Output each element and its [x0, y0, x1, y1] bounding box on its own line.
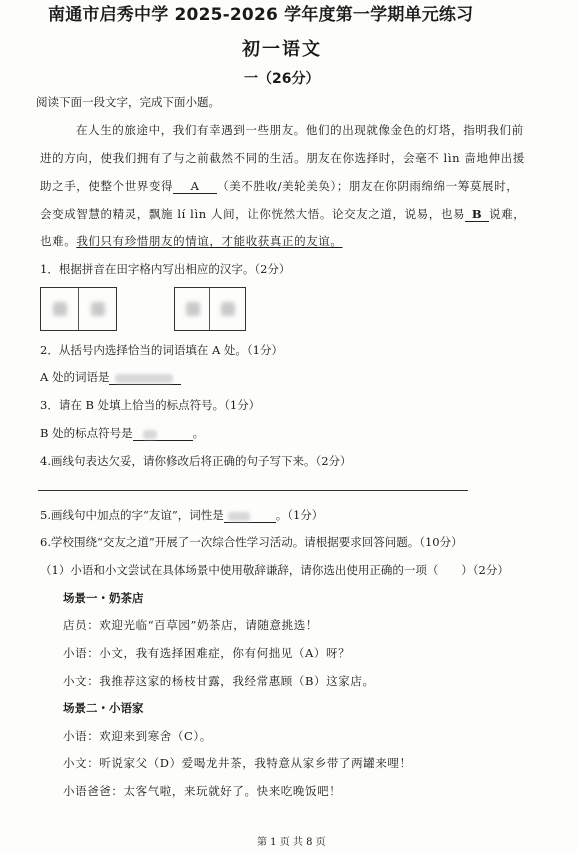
answer-a-blank[interactable]: [109, 372, 181, 385]
char-grid-1[interactable]: [40, 287, 117, 331]
question-6: 6.学校围绕“交友之道”开展了一次综合性学习活动。请根据要求回答问题。（10分）: [40, 535, 463, 549]
passage-line-2: 进的方向，使我们拥有了与之前截然不同的生活。朋友在你选择时，会毫不 lìn 啬地伸出援: [40, 151, 525, 165]
question-6-1: （1）小语和小文尝试在具体场景中使用敬辞谦辞，请你选出使用正确的一项（ ）（2分）: [40, 563, 509, 577]
passage-line-4: 会变成智慧的精灵，飘施 lí lìn 人间，让你恍然大悟。论交友之道，说易，也易 B 说难，: [40, 207, 526, 221]
scene-2-heading: 场景二・小语家: [63, 701, 144, 715]
question-2: 2．从括号内选择恰当的词语填在 A 处。（1分）: [40, 343, 283, 357]
underlined-sentence: 我们只有珍惜朋友的情谊，才能收获真正的友谊。: [76, 234, 343, 248]
scene-2-line-3: 小语爸爸：太客气啦，来玩就好了。快来吃晚饭吧！: [63, 784, 342, 798]
blurred-answer: [53, 302, 67, 316]
blank-a[interactable]: A: [173, 181, 217, 194]
reading-instruction: 阅读下面一段文字，完成下面小题。: [36, 95, 220, 109]
passage-line-1: 在人生的旅途中，我们有幸遇到一些朋友。他们的出现就像金色的灯塔，指明我们前: [76, 123, 524, 137]
question-3: 3．请在 B 处填上恰当的标点符号。（1分）: [40, 398, 261, 412]
question-1: 1．根据拼音在田字格内写出相应的汉字。（2分）: [40, 262, 291, 276]
answer-q5-blank[interactable]: [224, 510, 276, 523]
scene-1-line-1: 店员：欢迎光临“百草园”奶茶店，请随意挑选！: [63, 618, 318, 632]
scene-2-line-1: 小语：欢迎来到寒舍（C）。: [63, 729, 212, 743]
section-heading: 一（26分）: [244, 71, 320, 87]
question-5: 5.画线句中加点的字“友谊”，词性是 。（1分）: [40, 508, 324, 522]
scene-1-line-2: 小语：小文，我有选择困难症，你有何拙见（A）呀？: [63, 646, 351, 660]
answer-b-line: B 处的标点符号是 。: [40, 426, 205, 440]
scene-2-line-2: 小文：听说家父（D）爱喝龙井茶，我特意从家乡带了两罐来哩！: [63, 756, 412, 770]
exam-subject: 初一语文: [242, 39, 322, 60]
blurred-answer: [221, 302, 235, 316]
passage-line-3: 助之手，使整个世界变得 A （美不胜收/美轮美奂）；朋友在你阴雨绵绵一筹莫展时，: [40, 179, 519, 193]
passage-line-5: 也难。我们只有珍惜朋友的情谊，才能收获真正的友谊。: [40, 234, 343, 248]
question-4: 4.画线句表达欠妥，请你修改后将正确的句子写下来。（2分）: [40, 454, 352, 468]
scene-1-line-3: 小文：我推荐这家的杨枝甘露，我经常惠顾（B）这家店。: [63, 674, 375, 688]
answer-line-q4[interactable]: [38, 490, 468, 491]
char-grid-2[interactable]: [174, 287, 246, 331]
exam-title: 南通市启秀中学 2025-2026 学年度第一学期单元练习: [48, 5, 474, 25]
answer-b-blank[interactable]: [133, 428, 193, 441]
answer-a-line: A 处的词语是: [40, 372, 181, 385]
blank-b[interactable]: B: [465, 209, 489, 222]
page-footer: 第 1 页 共 8 页: [257, 837, 326, 848]
blurred-answer: [91, 302, 105, 316]
blurred-answer: [186, 302, 200, 316]
scene-1-heading: 场景一・奶茶店: [63, 591, 144, 605]
